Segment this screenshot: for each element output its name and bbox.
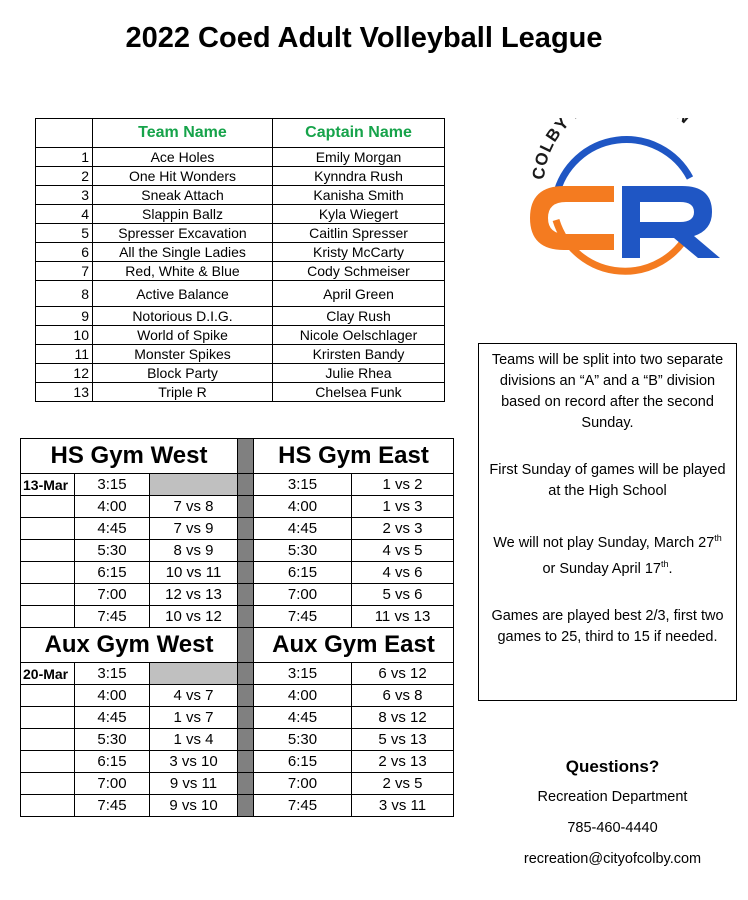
column-separator	[238, 496, 254, 518]
contact-section	[480, 757, 745, 882]
east-matchup: 2 vs 3	[352, 518, 454, 540]
team-number: 1	[36, 148, 93, 167]
schedule-row	[21, 496, 454, 518]
captain-name: Caitlin Spresser	[273, 224, 445, 243]
west-time: 4:00	[75, 496, 150, 518]
captain-name: Chelsea Funk	[273, 383, 445, 402]
east-matchup: 2 vs 13	[352, 751, 454, 773]
team-number: 11	[36, 345, 93, 364]
west-matchup: 12 vs 13	[150, 584, 238, 606]
schedule-row	[21, 584, 454, 606]
gym-east-heading: Aux Gym East	[254, 628, 454, 663]
contact-email: recreation@cityofcolby.com	[523, 851, 702, 867]
team-row	[36, 224, 445, 243]
captain-name: Krirsten Bandy	[273, 345, 445, 364]
team-name: Block Party	[93, 364, 273, 383]
column-separator	[238, 685, 254, 707]
east-matchup: 1 vs 2	[352, 474, 454, 496]
team-number: 2	[36, 167, 93, 186]
team-number: 8	[36, 281, 93, 307]
west-matchup	[150, 663, 238, 685]
west-time: 4:45	[75, 518, 150, 540]
date-cell	[21, 540, 75, 562]
schedule-date: 13-Mar	[21, 474, 75, 496]
captain-name: Kyla Wiegert	[273, 205, 445, 224]
captain-name: Kanisha Smith	[273, 186, 445, 205]
team-number: 7	[36, 262, 93, 281]
team-number: 4	[36, 205, 93, 224]
team-row	[36, 345, 445, 364]
east-time: 7:00	[254, 584, 352, 606]
schedule-row	[21, 606, 454, 628]
west-matchup: 1 vs 7	[150, 707, 238, 729]
west-time: 5:30	[75, 540, 150, 562]
contact-department: Recreation Department	[537, 789, 688, 805]
east-time: 5:30	[254, 540, 352, 562]
captain-name: Clay Rush	[273, 307, 445, 326]
east-matchup: 11 vs 13	[352, 606, 454, 628]
column-separator	[238, 773, 254, 795]
column-separator	[238, 474, 254, 496]
team-row	[36, 148, 445, 167]
team-row	[36, 262, 445, 281]
west-matchup: 9 vs 10	[150, 795, 238, 817]
schedule-header-row	[21, 439, 454, 474]
east-time: 5:30	[254, 729, 352, 751]
schedule-header-row	[21, 628, 454, 663]
team-name: Red, White & Blue	[93, 262, 273, 281]
west-time: 3:15	[75, 663, 150, 685]
team-row	[36, 167, 445, 186]
date-cell	[21, 729, 75, 751]
team-row	[36, 307, 445, 326]
logo-text: COLBY	[528, 118, 574, 181]
schedule-row	[21, 540, 454, 562]
date-cell	[21, 685, 75, 707]
captain-name: Emily Morgan	[273, 148, 445, 167]
east-matchup: 4 vs 6	[352, 562, 454, 584]
captain-name: April Green	[273, 281, 445, 307]
captain-name: Kristy McCarty	[273, 243, 445, 262]
west-matchup: 10 vs 12	[150, 606, 238, 628]
west-time: 7:00	[75, 584, 150, 606]
teams-num-header	[36, 119, 93, 148]
team-name: Slappin Ballz	[93, 205, 273, 224]
info-box	[478, 343, 737, 701]
captain-name: Julie Rhea	[273, 364, 445, 383]
contact-phone: 785-460-4440	[567, 820, 658, 836]
west-time: 7:00	[75, 773, 150, 795]
east-matchup: 6 vs 12	[352, 663, 454, 685]
team-row	[36, 364, 445, 383]
schedule-row	[21, 663, 454, 685]
captain-name-header: Captain Name	[273, 119, 445, 148]
team-name: Notorious D.I.G.	[93, 307, 273, 326]
east-matchup: 2 vs 5	[352, 773, 454, 795]
column-separator	[238, 795, 254, 817]
east-matchup: 6 vs 8	[352, 685, 454, 707]
column-separator	[238, 439, 254, 474]
captain-name: Kynndra Rush	[273, 167, 445, 186]
team-number: 10	[36, 326, 93, 345]
east-time: 4:00	[254, 685, 352, 707]
schedule-row	[21, 795, 454, 817]
date-cell	[21, 584, 75, 606]
column-separator	[238, 663, 254, 685]
west-matchup: 1 vs 4	[150, 729, 238, 751]
captain-name: Cody Schmeiser	[273, 262, 445, 281]
team-name: Monster Spikes	[93, 345, 273, 364]
schedule-date: 20-Mar	[21, 663, 75, 685]
team-number: 12	[36, 364, 93, 383]
info-game-rules: Games are played best 2/3, first two games to 25, third to 15 if needed.	[491, 607, 724, 645]
west-time: 7:45	[75, 606, 150, 628]
schedule-row	[21, 707, 454, 729]
schedule-row	[21, 685, 454, 707]
captain-name: Nicole Oelschlager	[273, 326, 445, 345]
team-name-header: Team Name	[93, 119, 273, 148]
team-name: All the Single Ladies	[93, 243, 273, 262]
info-divisions: Teams will be split into two separate divisions an “A” and a “B” division based on record after the second Sunday.	[491, 352, 724, 431]
west-matchup: 7 vs 8	[150, 496, 238, 518]
info-first-sunday: First Sunday of games will be played at the High School	[489, 462, 726, 499]
east-time: 7:00	[254, 773, 352, 795]
west-time: 4:45	[75, 707, 150, 729]
team-name: Spresser Excavation	[93, 224, 273, 243]
east-matchup: 3 vs 11	[352, 795, 454, 817]
date-cell	[21, 751, 75, 773]
page-title: 2022 Coed Adult Volleyball League	[125, 22, 603, 54]
colby-recreation-logo	[522, 118, 727, 278]
team-name: Active Balance	[93, 281, 273, 307]
west-matchup: 10 vs 11	[150, 562, 238, 584]
west-time: 5:30	[75, 729, 150, 751]
info-no-play: We will not play Sunday, March 27th or Sunday April 17th.	[493, 533, 722, 577]
team-name: World of Spike	[93, 326, 273, 345]
schedule-row	[21, 562, 454, 584]
questions-heading: Questions?	[565, 757, 660, 776]
gym-east-heading: HS Gym East	[254, 439, 454, 474]
east-time: 4:00	[254, 496, 352, 518]
column-separator	[238, 628, 254, 663]
column-separator	[238, 540, 254, 562]
date-cell	[21, 707, 75, 729]
east-matchup: 5 vs 13	[352, 729, 454, 751]
west-matchup: 3 vs 10	[150, 751, 238, 773]
team-number: 5	[36, 224, 93, 243]
east-time: 3:15	[254, 663, 352, 685]
team-name: One Hit Wonders	[93, 167, 273, 186]
column-separator	[238, 562, 254, 584]
schedule-row	[21, 729, 454, 751]
east-matchup: 8 vs 12	[352, 707, 454, 729]
team-number: 9	[36, 307, 93, 326]
date-cell	[21, 496, 75, 518]
east-time: 7:45	[254, 795, 352, 817]
east-matchup: 5 vs 6	[352, 584, 454, 606]
west-matchup	[150, 474, 238, 496]
west-time: 7:45	[75, 795, 150, 817]
team-name: Sneak Attach	[93, 186, 273, 205]
date-cell	[21, 773, 75, 795]
east-time: 6:15	[254, 751, 352, 773]
west-matchup: 4 vs 7	[150, 685, 238, 707]
column-separator	[238, 707, 254, 729]
gym-west-heading: HS Gym West	[21, 439, 238, 474]
team-row	[36, 186, 445, 205]
column-separator	[238, 606, 254, 628]
date-cell	[21, 518, 75, 540]
team-row	[36, 281, 445, 307]
column-separator	[238, 729, 254, 751]
west-time: 4:00	[75, 685, 150, 707]
west-matchup: 7 vs 9	[150, 518, 238, 540]
west-time: 6:15	[75, 751, 150, 773]
date-cell	[21, 795, 75, 817]
team-name: Ace Holes	[93, 148, 273, 167]
date-cell	[21, 562, 75, 584]
team-row	[36, 326, 445, 345]
east-time: 6:15	[254, 562, 352, 584]
team-number: 13	[36, 383, 93, 402]
team-number: 6	[36, 243, 93, 262]
column-separator	[238, 751, 254, 773]
gym-west-heading: Aux Gym West	[21, 628, 238, 663]
schedule-row	[21, 518, 454, 540]
teams-table	[35, 118, 445, 402]
east-time: 7:45	[254, 606, 352, 628]
schedule-table	[20, 438, 454, 817]
team-name: Triple R	[93, 383, 273, 402]
column-separator	[238, 518, 254, 540]
west-matchup: 8 vs 9	[150, 540, 238, 562]
date-cell	[21, 606, 75, 628]
team-row	[36, 383, 445, 402]
east-time: 3:15	[254, 474, 352, 496]
west-time: 3:15	[75, 474, 150, 496]
team-number: 3	[36, 186, 93, 205]
east-time: 4:45	[254, 707, 352, 729]
schedule-row	[21, 751, 454, 773]
column-separator	[238, 584, 254, 606]
east-time: 4:45	[254, 518, 352, 540]
east-matchup: 4 vs 5	[352, 540, 454, 562]
west-time: 6:15	[75, 562, 150, 584]
schedule-row	[21, 474, 454, 496]
team-row	[36, 205, 445, 224]
svg-text:COLBY RECREATION	[529, 118, 695, 181]
east-matchup: 1 vs 3	[352, 496, 454, 518]
team-row	[36, 243, 445, 262]
schedule-row	[21, 773, 454, 795]
west-matchup: 9 vs 11	[150, 773, 238, 795]
